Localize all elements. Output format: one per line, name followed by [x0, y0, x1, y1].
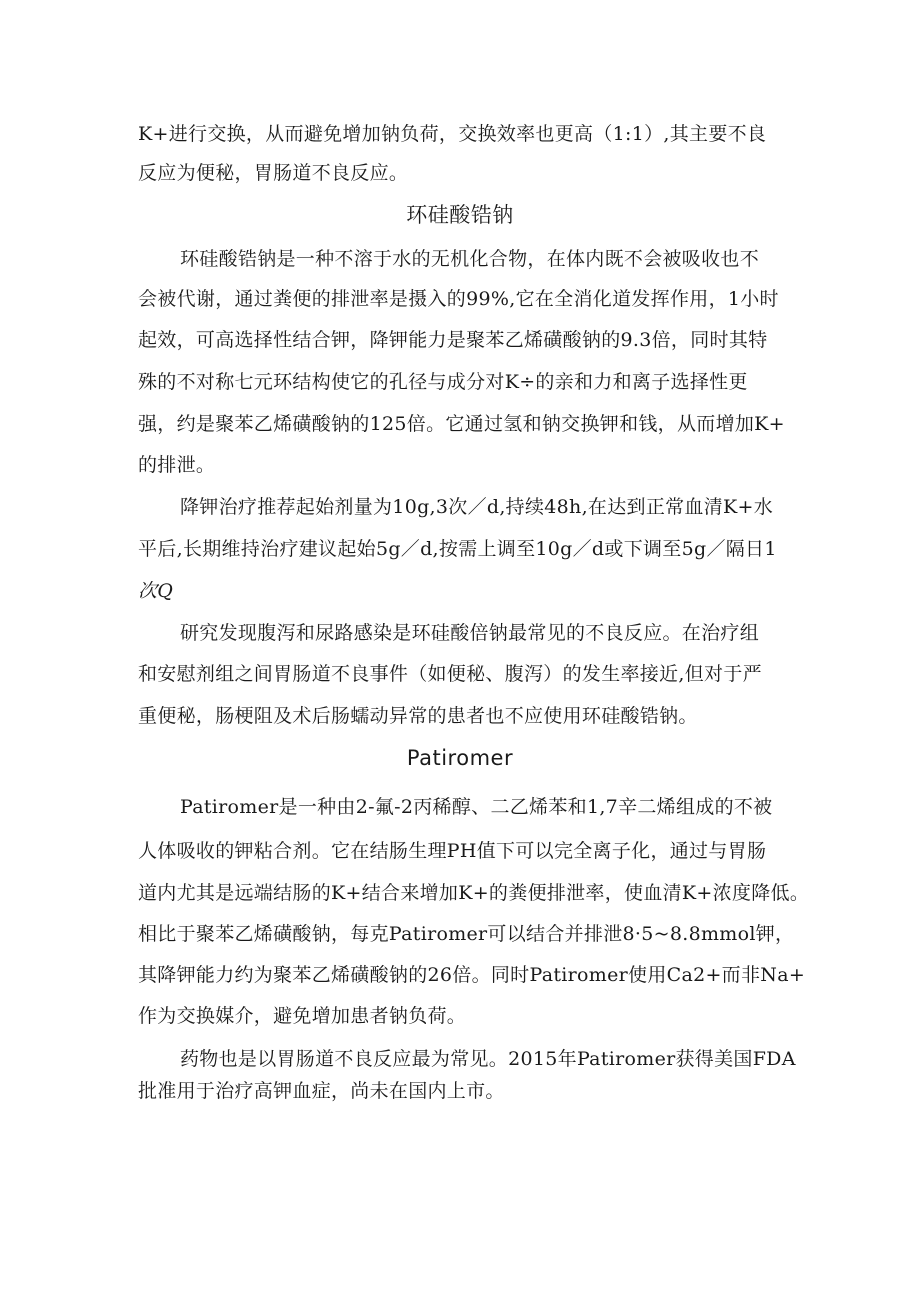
- section-heading-zirconium: 环硅酸锆钠: [406, 203, 514, 227]
- s1-p2-line-1: 降钾治疗推荐起始剂量为10g,3次／d,持续48h,在达到正常血清K+水: [180, 496, 774, 518]
- s1-p3-line-3: 重便秘，肠梗阻及术后肠蠕动异常的患者也不应使用环硅酸锆钠。: [138, 705, 698, 727]
- s2-p1-line-2: 人体吸收的钾粘合剂。它在结肠生理PH值下可以完全离子化，通过与胃肠: [138, 840, 767, 862]
- s1-p1-line-4: 殊的不对称七元环结构使它的孔径与成分对K÷的亲和力和离子选择性更: [138, 371, 748, 393]
- s2-p1-line-6: 作为交换媒介，避免增加患者钠负荷。: [138, 1005, 467, 1027]
- s1-p1-line-1: 环硅酸锆钠是一种不溶于水的无机化合物，在体内既不会被吸收也不: [180, 248, 760, 270]
- s1-p1-line-3: 起效，可高选择性结合钾，降钾能力是聚苯乙烯磺酸钠的9.3倍，同时其特: [138, 329, 768, 351]
- s2-p2-line-1: 药物也是以胃肠道不良反应最为常见。2015年Patiromer获得美国FDA: [180, 1048, 796, 1070]
- s2-p1-line-3: 道内尤其是远端结肠的K+结合来增加K+的粪便排泄率，使血清K+浓度降低。: [138, 882, 810, 904]
- s2-p1-line-5: 其降钾能力约为聚苯乙烯磺酸钠的26倍。同时Patiromer使用Ca2+而非Na+: [138, 964, 806, 986]
- s1-p2-line-2: 平后,长期维持治疗建议起始5g／d,按需上调至10g／d或下调至5g／隔日1: [138, 538, 777, 560]
- s1-p1-line-5: 强，约是聚苯乙烯磺酸钠的125倍。它通过氢和钠交换钾和钱，从而增加K+: [138, 413, 785, 435]
- s2-p1-line-4: 相比于聚苯乙烯磺酸钠，每克Patiromer可以结合并排泄8·5~8.8mmol钾，: [138, 923, 795, 945]
- s1-p1-line-2: 会被代谢，通过粪便的排泄率是摄入的99%,它在全消化道发挥作用，1小时: [138, 288, 779, 310]
- s1-p1-line-6: 的排泄。: [138, 454, 216, 476]
- intro-line-1: K+进行交换，从而避免增加钠负荷，交换效率也更高（1:1）,其主要不良: [138, 123, 767, 145]
- s1-p2-line-3: 次Q: [138, 580, 174, 602]
- s1-p3-line-2: 和安慰剂组之间胃肠道不良事件（如便秘、腹泻）的发生率接近,但对于严: [138, 663, 762, 685]
- s2-p2-line-2: 批准用于治疗高钾血症，尚未在国内上市。: [138, 1080, 505, 1102]
- s1-p3-line-1: 研究发现腹泻和尿路感染是环硅酸倍钠最常见的不良反应。在治疗组: [180, 622, 760, 644]
- s2-p1-line-1: Patiromer是一种由2-氟-2丙稀醇、二乙烯苯和1,7辛二烯组成的不被: [180, 796, 773, 818]
- section-heading-patiromer: Patiromer: [406, 746, 514, 770]
- intro-line-2: 反应为便秘，胃肠道不良反应。: [138, 162, 409, 184]
